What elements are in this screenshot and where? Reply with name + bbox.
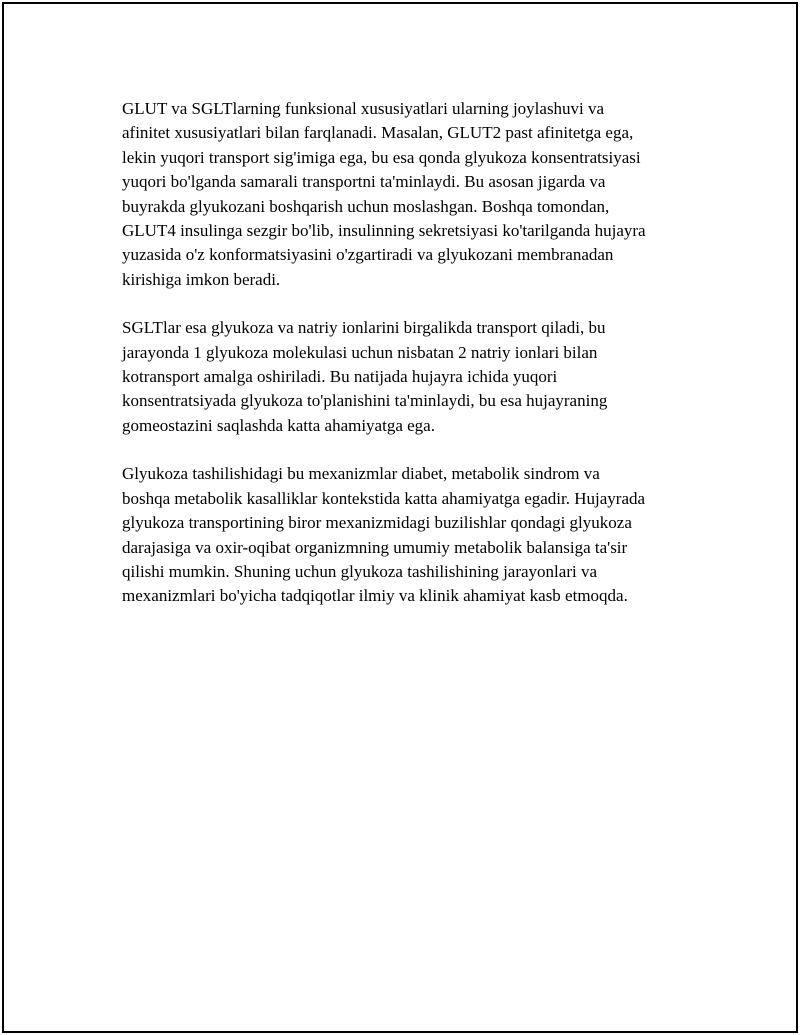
paragraph-3: Glyukoza tashilishidagi bu mexanizmlar diabet, metabolik sindrom va boshqa metabolik kasalliklar kontekstida katta ahamiyatga egadir. Hujayrada glyukoza transportining biror mexanizmidagi buzilishlar qondagi glyukoza darajasiga va oxir-oqibat organizmning umumiy metabolik balansiga ta'sir qilishi mumkin. Shuning uchun glyukoza tashilishining jarayonlari va mexanizmlari bo'yicha tadqiqotlar ilmiy va klinik ahamiyat kasb etmoqda. [122,464,646,606]
page-frame [2,2,798,1033]
paragraph-1: GLUT va SGLTlarning funksional xususiyatlari ularning joylashuvi va afinitet xususiyatlari bilan farqlanadi. Masalan, GLUT2 past afinitetga ega, lekin yuqori transport sig'imiga ega, bu esa qonda glyukoza konsentratsiyasi yuqori bo'lganda samarali transportni ta'minlaydi. Bu asosan jigarda va buyrakda glyukozani boshqarish uchun moslashgan. Boshqa tomondan, GLUT4 insulinga sezgir bo'lib, insulinning sekretsiyasi ko'tarilganda hujayra yuzasida o'z konformatsiyasini o'zgartiradi va glyukozani membranadan kirishiga imkon beradi. [122,99,646,289]
paragraph-2: SGLTlar esa glyukoza va natriy ionlarini birgalikda transport qiladi, bu jarayonda 1 glyukoza molekulasi uchun nisbatan 2 natriy ionlari bilan kotransport amalga oshiriladi. Bu natijada hujayra ichida yuqori konsentratsiyada glyukoza to'planishini ta'minlaydi, bu esa hujayraning gomeostazini saqlashda katta ahamiyatga ega. [122,318,608,435]
document-body [122,97,702,633]
